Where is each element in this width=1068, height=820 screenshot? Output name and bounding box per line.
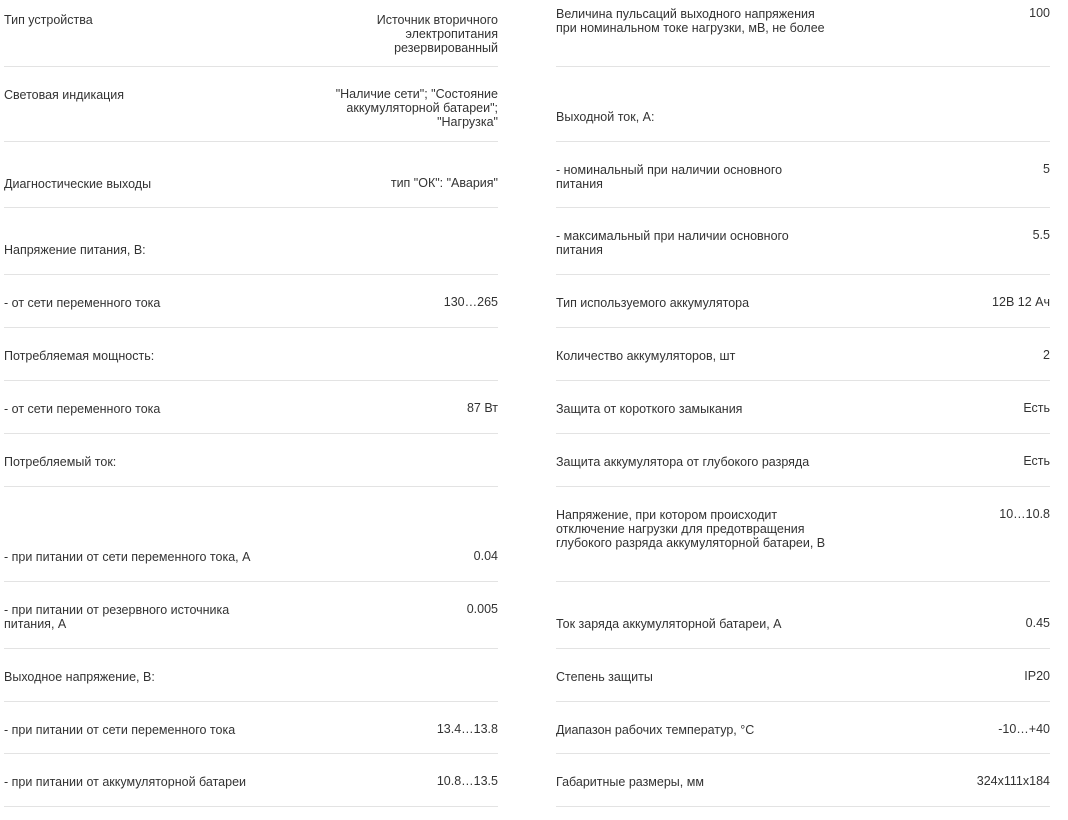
spec-label: - максимальный при наличии основного питания: [556, 229, 789, 257]
spec-label: - от сети переменного тока: [4, 402, 161, 416]
spec-row: [4, 434, 498, 487]
spec-label: Выходной ток, А:: [556, 110, 655, 124]
spec-value: "Наличие сети"; "Состояние аккумуляторной батареи"; "Нагрузка": [335, 87, 498, 129]
spec-row: [4, 275, 498, 328]
spec-row: [556, 0, 1050, 67]
spec-label: Величина пульсаций выходного напряжения при номинальном токе нагрузки, мВ, не более: [556, 7, 825, 35]
spec-value: 2: [1043, 348, 1050, 362]
spec-value: тип "ОК": "Авария": [390, 176, 498, 190]
spec-label: - от сети переменного тока: [4, 296, 161, 310]
spec-row: [556, 702, 1050, 754]
spec-value: 324x111x184: [976, 774, 1050, 788]
spec-label: - при питании от резервного источника питания, А: [4, 603, 230, 631]
spec-value: 0.04: [473, 549, 498, 563]
spec-row: [4, 487, 498, 582]
spec-row: [556, 208, 1050, 275]
spec-row: [4, 208, 498, 275]
spec-label: Количество аккумуляторов, шт: [556, 349, 736, 363]
spec-row: [4, 67, 498, 142]
spec-value: 130…265: [443, 295, 498, 309]
spec-row: [556, 754, 1050, 807]
spec-value: 0.45: [1025, 616, 1050, 630]
spec-label: Ток заряда аккумуляторной батареи, А: [556, 617, 782, 631]
spec-label: Защита аккумулятора от глубокого разряда: [556, 455, 810, 469]
spec-row: [556, 434, 1050, 487]
spec-label: Габаритные размеры, мм: [556, 775, 704, 789]
spec-label: Степень защиты: [556, 670, 653, 684]
spec-value: 87 Вт: [466, 401, 498, 415]
spec-row: [4, 702, 498, 754]
spec-value: 10.8…13.5: [436, 774, 498, 788]
spec-value: 0.005: [466, 602, 498, 616]
spec-value: Есть: [1023, 401, 1050, 415]
spec-label: Потребляемый ток:: [4, 455, 117, 469]
spec-label: Тип используемого аккумулятора: [556, 296, 750, 310]
spec-value: IP20: [1024, 669, 1050, 683]
spec-row: [556, 67, 1050, 142]
spec-label: Выходное напряжение, В:: [4, 670, 155, 684]
spec-row: [556, 381, 1050, 434]
spec-value: 5: [1043, 162, 1050, 176]
spec-row: [556, 487, 1050, 582]
spec-row: [4, 142, 498, 208]
spec-label: Световая индикация: [4, 88, 125, 102]
spec-label: Тип устройства: [4, 13, 93, 27]
spec-value: 100: [1029, 6, 1050, 20]
spec-row: [4, 754, 498, 807]
spec-row: [556, 328, 1050, 381]
spec-label: Напряжение, при котором происходит отключение нагрузки для предотвращения глубокого разряда аккумуляторной батареи, В: [556, 508, 826, 550]
spec-row: [4, 328, 498, 381]
spec-label: - при питании от сети переменного тока: [4, 723, 236, 737]
spec-label: - при питании от аккумуляторной батареи: [4, 775, 246, 789]
spec-row: [4, 381, 498, 434]
spec-label: Потребляемая мощность:: [4, 349, 155, 363]
spec-value: 10…10.8: [999, 507, 1050, 521]
spec-row: [4, 649, 498, 702]
spec-label: Диагностические выходы: [4, 177, 152, 191]
spec-label: Напряжение питания, В:: [4, 243, 146, 257]
spec-value: -10…+40: [998, 722, 1050, 736]
spec-label: - при питании от сети переменного тока, А: [4, 550, 251, 564]
spec-label: Защита от короткого замыкания: [556, 402, 743, 416]
spec-value: Есть: [1023, 454, 1050, 468]
spec-row: [556, 582, 1050, 649]
spec-value: 13.4…13.8: [436, 722, 498, 736]
spec-label: - номинальный при наличии основного питания: [556, 163, 783, 191]
spec-row: [556, 649, 1050, 702]
spec-label: Диапазон рабочих температур, °С: [556, 723, 755, 737]
spec-row: [556, 142, 1050, 208]
spec-value: 5.5: [1032, 228, 1050, 242]
spec-row: [556, 275, 1050, 328]
spec-row: [4, 582, 498, 649]
spec-value: 12В 12 Ач: [992, 295, 1050, 309]
spec-value: Источник вторичного электропитания резервированный: [376, 13, 498, 55]
spec-row: [4, 0, 498, 67]
